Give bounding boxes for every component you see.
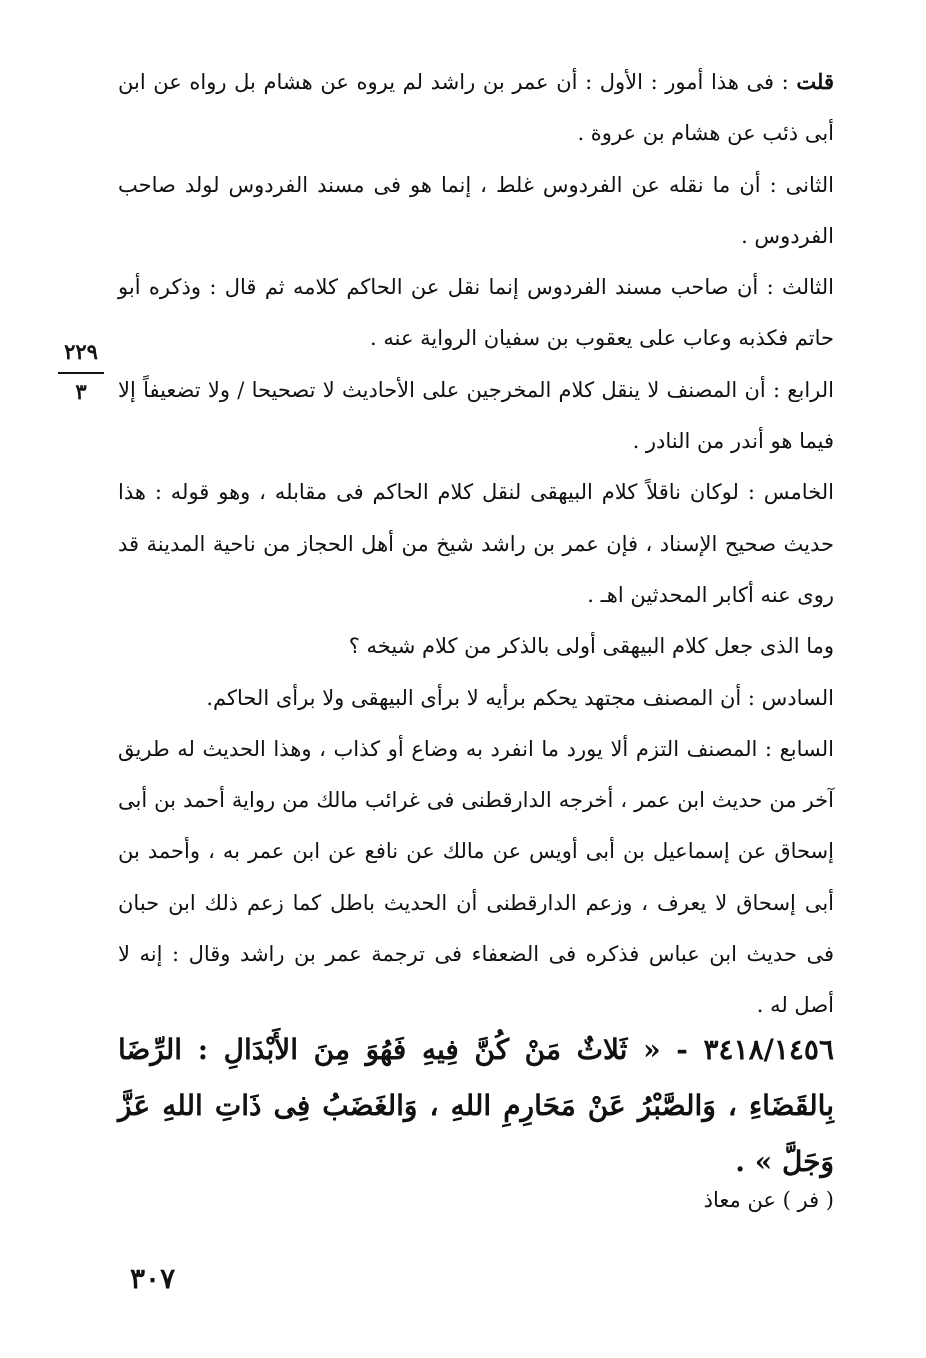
margin-reference-top: ٢٢٩ [64,339,98,364]
hadith-entry: ٣٤١٨/١٤٥٦ - « ثَلاثٌ مَنْ كُنَّ فِيهِ فَهُوَ مِنَ الأَبْدَالِ : الرِّضَا بِالقَضَاءِ ، وَالصَّبْرُ عَنْ مَحَارِمِ اللهِ ، وَالغَضَبُ فِى ذَاتِ اللهِ عَزَّ وَجَلَّ » . [118,1033,834,1178]
paragraph-2 [118,160,834,263]
margin-reference-bottom: ٣ [75,379,87,404]
paragraph-8 [118,724,834,1032]
paragraph-6 [118,621,834,672]
paragraph-3 [118,262,834,365]
paragraph-text: السادس : أن المصنف مجتهد يحكم برأيه لا برأى البيهقى ولا برأى الحاكم. [206,685,834,710]
paragraph-text: الرابع : أن المصنف لا ينقل كلام المخرجين على الأحاديث لا تصحيحا / ولا تضعيفاً إلا فيما هو أندر من النادر . [118,377,834,454]
paragraph-text: الثانى : أن ما نقله عن الفردوس غلط ، إنما هو فى مسند الفردوس لولد صاحب الفردوس . [118,172,834,248]
commentary-text [118,56,834,1032]
paragraph-text: وما الذى جعل كلام البيهقى أولى بالذكر من كلام شيخه ؟ [348,634,834,659]
paragraph-5 [118,467,834,621]
hadith-source: ( فر ) عن معاذ [703,1188,834,1212]
paragraph-7 [118,673,834,724]
paragraph-text: الخامس : لوكان ناقلاً كلام البيهقى لنقل كلام الحاكم فى مقابله ، وهو قوله : هذا حديث صحيح الإسناد ، فإن عمر بن راشد شيخ من أهل الحجاز من ناحية المدينة قد روى عنه أكابر المحدثين اهـ . [118,480,834,607]
paragraph-text: الثالث : أن صاحب مسند الفردوس إنما نقل عن الحاكم كلامه ثم قال : وذكره أبو حاتم فكذبه وعاب على يعقوب بن سفيان الرواية عنه . [118,275,834,351]
paragraph-text: السابع : المصنف التزم ألا يورد ما انفرد به وضاع أو كذاب ، وهذا الحديث له طريق آخر من حديث ابن عمر ، أخرجه الدارقطنى فى غرائب مالك من رواية أحمد بن أبى إسحاق عن إسماعيل بن أبى أويس عن مالك عن نافع عن ابن عمر به ، وأحمد بن أبى إسحاق لا يعرف ، وزعم الدارقطنى أن الحديث باطل كما زعم ذلك ابن حبان فى حديث ابن عباس فذكره فى الضعفاء فى ترجمة عمر بن راشد وقال : إنه لا أصل له . [118,736,834,1018]
paragraph-1 [118,56,834,160]
margin-volume-reference [52,338,110,406]
paragraph-4 [118,365,834,468]
margin-reference-divider [58,372,104,374]
paragraph-lead-word: قلت [796,69,834,94]
page-number: ٣٠٧ [130,1262,176,1295]
paragraph-text: : فى هذا أمور : الأول : أن عمر بن راشد لم يروه عن هشام بل رواه عن ابن أبى ذئب عن هشام بن عروة . [118,70,834,146]
